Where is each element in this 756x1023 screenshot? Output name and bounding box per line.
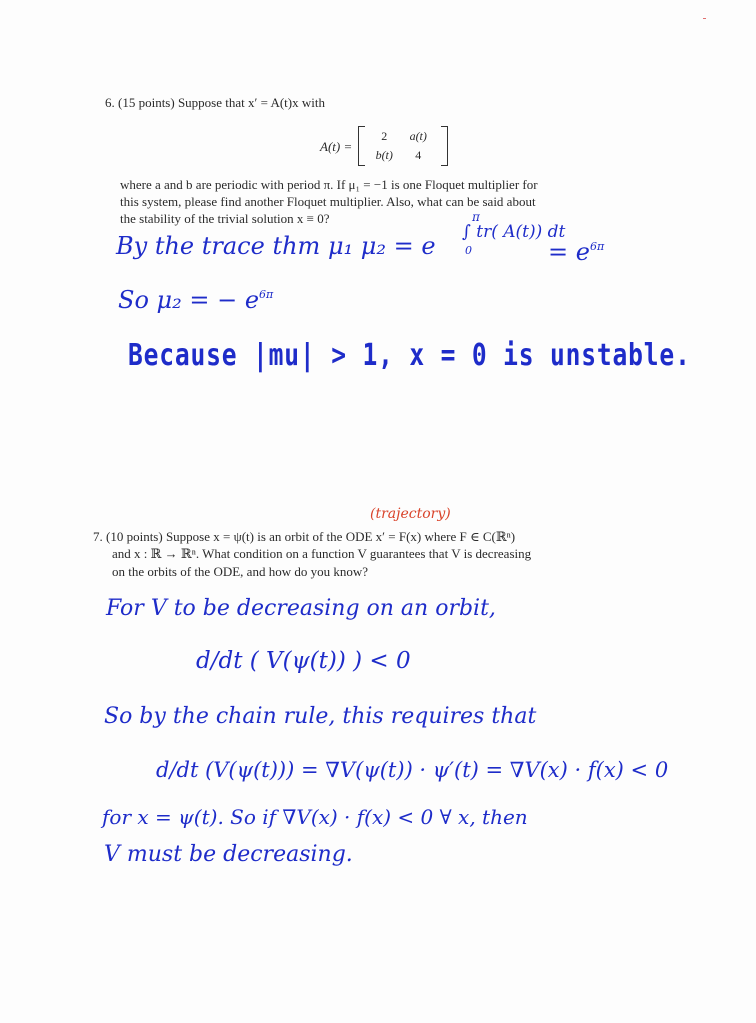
problem-6-body-line-3: the stability of the trivial solution x ≡ 0?	[120, 211, 330, 226]
hand-p7-line-6: V must be decreasing.	[104, 842, 353, 867]
matrix-label: A(t) =	[320, 138, 353, 154]
hand-p7-line-2: d/dt ( V(ψ(t)) ) < 0	[196, 648, 411, 674]
hand-integral-upper: π	[472, 210, 480, 224]
hand-equals-e-exp: 6π	[589, 240, 605, 253]
right-bracket	[441, 126, 448, 166]
matrix-equation	[320, 126, 448, 166]
problem-7-body-line-3: on the orbits of the ODE, and how do you know?	[112, 564, 368, 579]
hand-equals-e-text: = e	[548, 238, 590, 266]
problem-7-body-line-2: and x : ℝ → ℝⁿ. What condition on a function V guarantees that V is decreasing	[112, 546, 532, 561]
hand-p7-line-4: d/dt (V(ψ(t))) = ∇V(ψ(t)) · ψ′(t) = ∇V(x) · f(x) < 0	[156, 758, 669, 782]
hand-mu2-line	[118, 286, 273, 314]
typed-answer: Because |mu| > 1, x = 0 is unstable.	[128, 338, 691, 373]
matrix-grid	[365, 128, 441, 164]
problem-6-body-line-1: where a and b are periodic with period π. If μ₁ = −1 is one Floquet multiplier for	[120, 177, 538, 192]
scan-mark	[703, 18, 706, 19]
matrix-a11: 2	[381, 129, 388, 143]
hand-equals-e	[548, 238, 604, 266]
hand-mu2-text: So μ₂ = − e	[118, 286, 260, 314]
hand-trace-line: By the trace thm μ₁ μ₂ = e	[116, 232, 436, 260]
trajectory-annotation: (trajectory)	[370, 506, 451, 522]
hand-integral-lower: 0	[465, 244, 472, 257]
hand-p7-line-3: So by the chain rule, this requires that	[104, 704, 537, 729]
left-bracket	[358, 126, 365, 166]
problem-7-body-line-1: 7. (10 points) Suppose x = ψ(t) is an orbit of the ODE x′ = F(x) where F ∈ C(ℝⁿ)	[93, 529, 516, 544]
hand-mu2-exp: 6π	[259, 288, 274, 301]
hand-p7-line-1: For V to be decreasing on an orbit,	[106, 596, 496, 621]
matrix-a22: 4	[415, 148, 422, 162]
matrix	[358, 126, 448, 166]
problem-6-body-line-2: this system, please find another Floquet multiplier. Also, what can be said about	[120, 194, 536, 209]
matrix-a12: a(t)	[409, 129, 427, 143]
problem-6-header: 6. (15 points) Suppose that x′ = A(t)x with	[105, 95, 325, 110]
hand-p7-line-5: for x = ψ(t). So if ∇V(x) · f(x) < 0 ∀ x, then	[102, 805, 528, 829]
matrix-a21: b(t)	[375, 148, 393, 162]
hand-integral: ∫ tr( A(t)) dt	[462, 222, 566, 242]
